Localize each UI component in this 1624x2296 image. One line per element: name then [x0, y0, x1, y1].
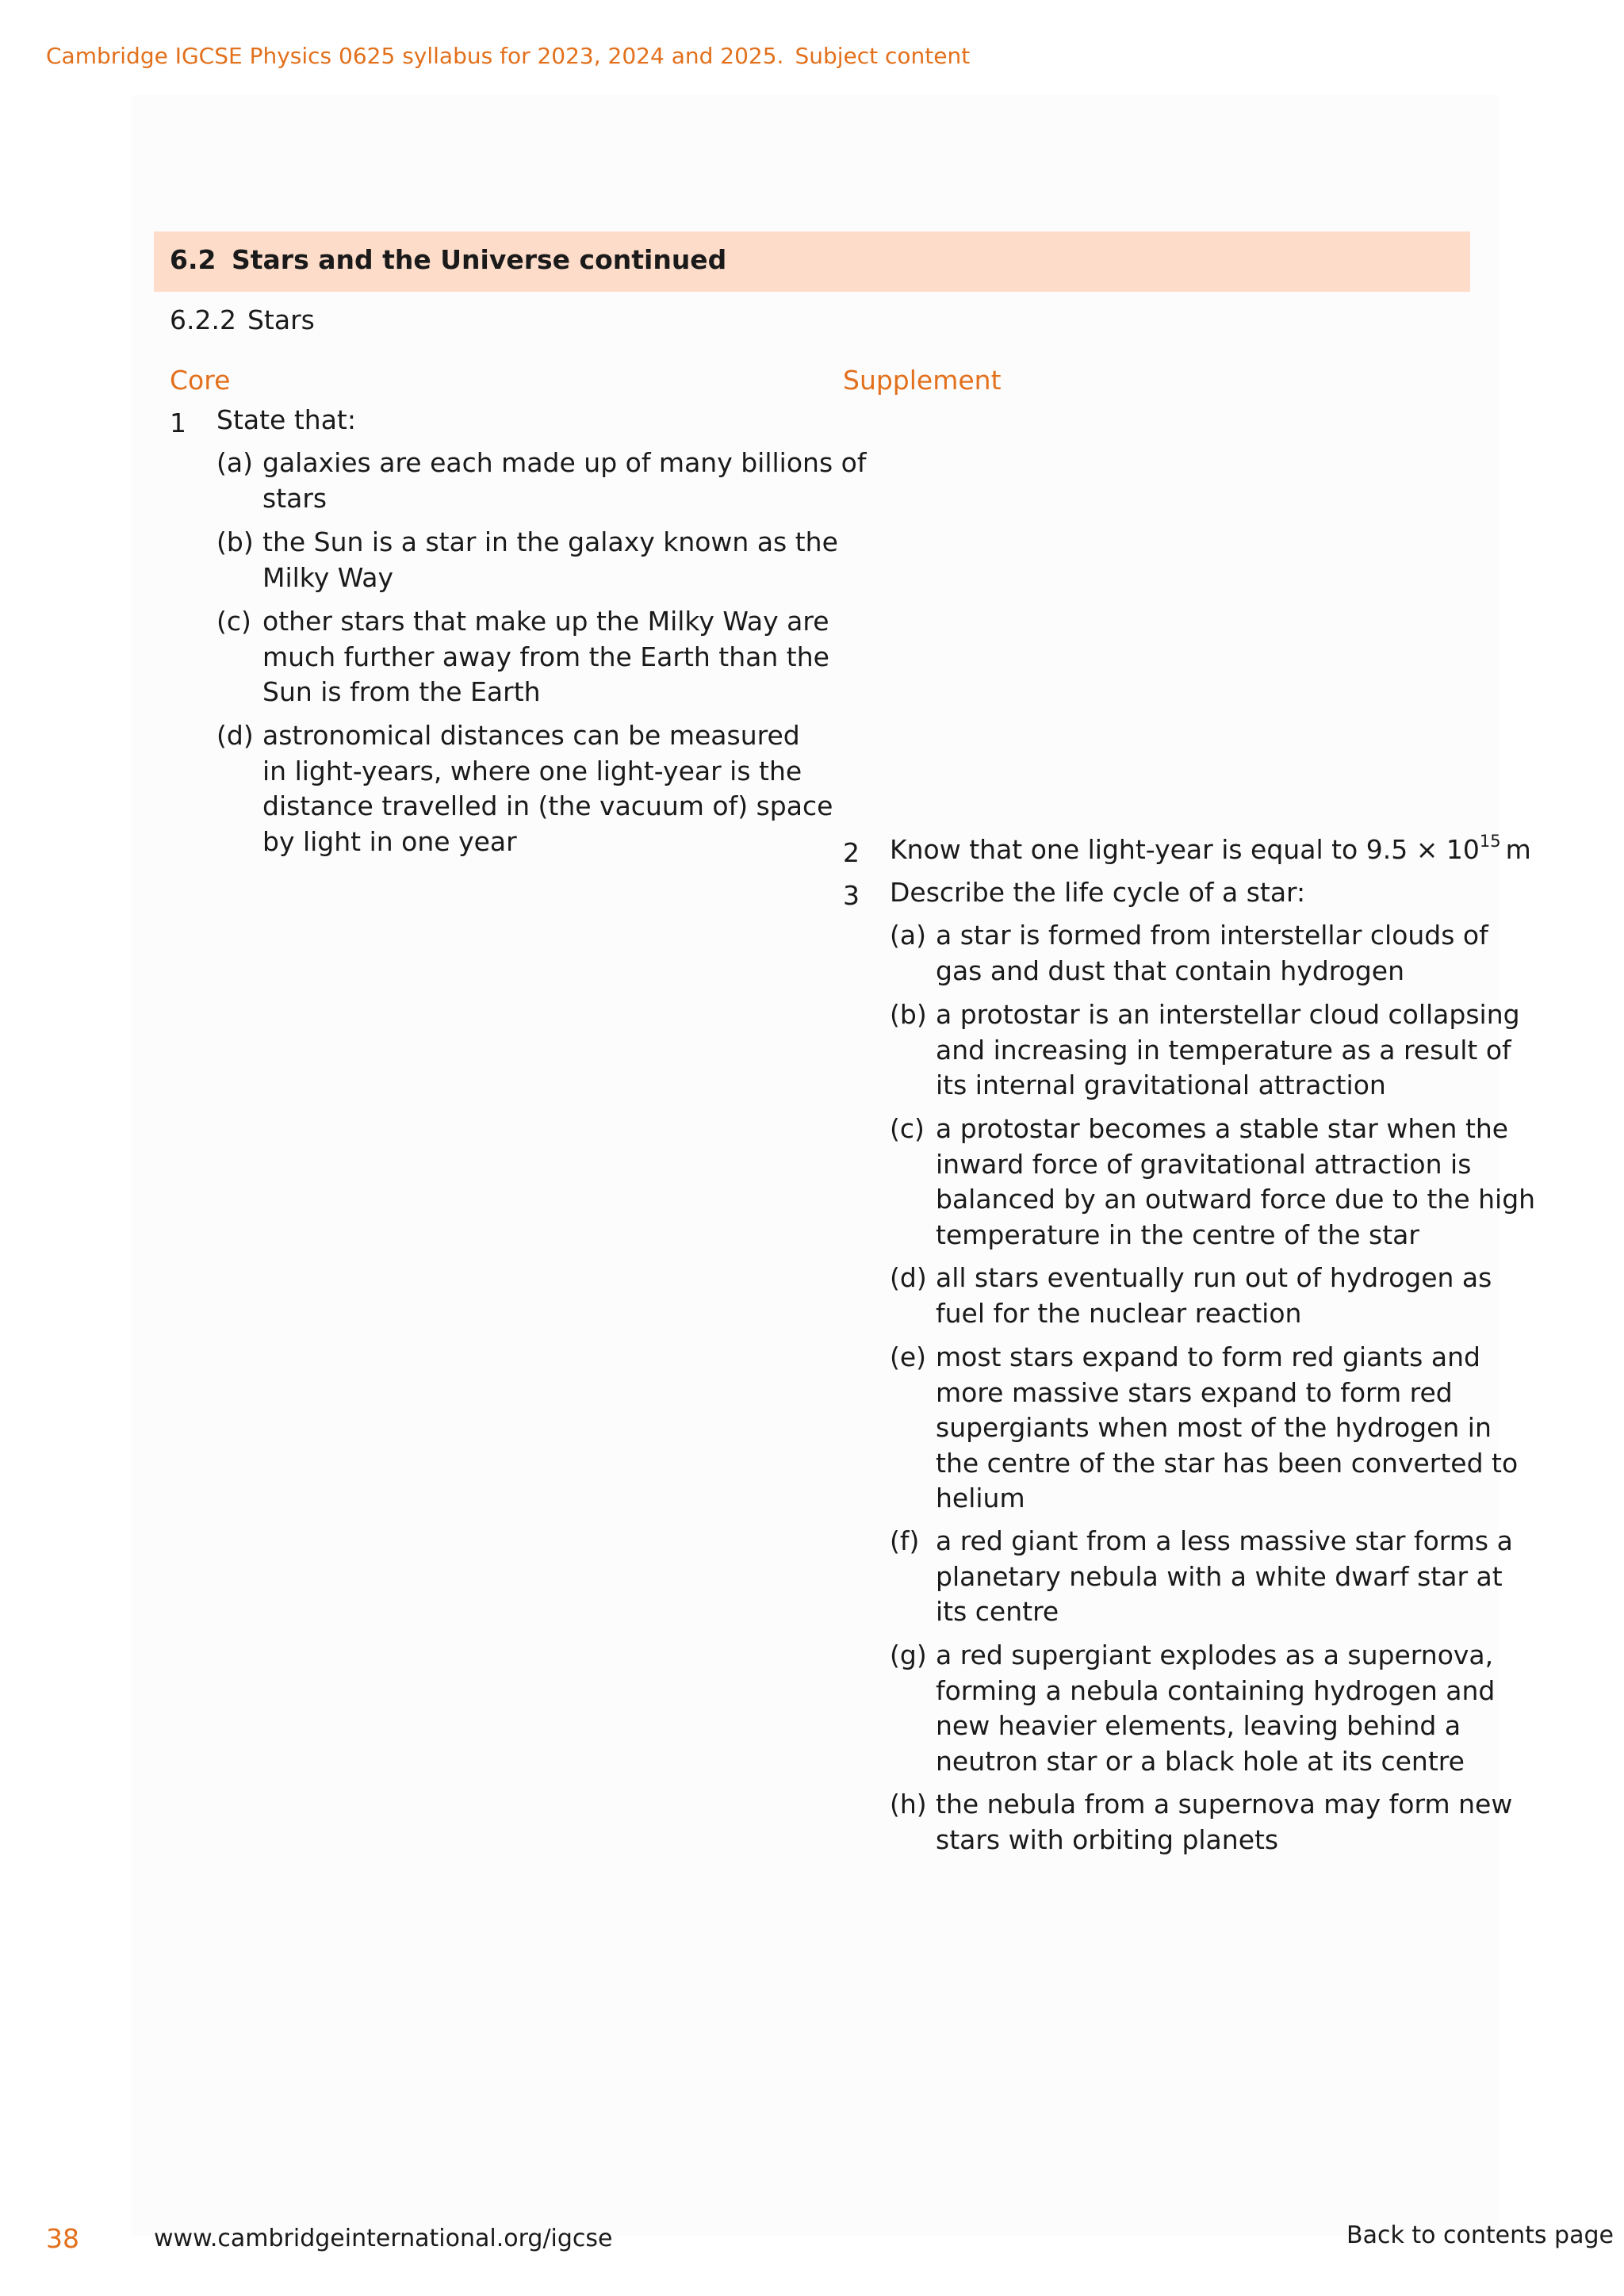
sub-item-line: balanced by an outward force due to the high — [936, 1184, 1536, 1215]
sub-item-label: (b) — [216, 526, 254, 557]
sub-item-line: temperature in the centre of the star — [936, 1219, 1419, 1250]
sub-item-text — [262, 604, 829, 710]
sub-item-line: inward force of gravitational attraction is — [936, 1148, 1472, 1180]
sub-item-text — [936, 1340, 1518, 1517]
sub-item-line: other stars that make up the Milky Way are — [262, 606, 829, 637]
sub-item-label: (a) — [890, 920, 926, 951]
sub-item-line: a red giant from a less massive star forms a — [936, 1525, 1513, 1556]
sub-item-label: (d) — [890, 1262, 927, 1293]
sub-item-label: (e) — [890, 1341, 927, 1372]
sub-item-text — [262, 446, 866, 516]
sub-item-line: the nebula from a supernova may form new — [936, 1789, 1513, 1820]
light-year-exponent: 15 — [1479, 832, 1501, 851]
sub-item-line: and increasing in temperature as a result of — [936, 1034, 1511, 1066]
sub-item-line: its centre — [936, 1596, 1059, 1627]
sub-item-line: a protostar becomes a stable star when the — [936, 1113, 1509, 1144]
core-column-heading: Core — [170, 365, 231, 396]
sub-item-line: distance travelled in (the vacuum of) space — [262, 790, 833, 821]
section-title-bar — [154, 232, 1470, 292]
sub-item-line: supergiants when most of the hydrogen in — [936, 1412, 1492, 1443]
sub-item-line: the Sun is a star in the galaxy known as the — [262, 526, 838, 557]
sub-item-text — [936, 1524, 1513, 1630]
sub-item-text — [936, 997, 1520, 1104]
light-year-text: Know that one light-year is equal to 9.5 × 10 — [890, 834, 1480, 865]
supplement-item-number: 2 — [843, 837, 860, 868]
sub-item-line: helium — [936, 1483, 1025, 1513]
core-item-text: State that: — [216, 404, 356, 435]
sub-item-line: stars with orbiting planets — [936, 1823, 1279, 1855]
supplement-item-text — [890, 832, 1531, 871]
sub-item-line: a star is formed from interstellar clouds of — [936, 920, 1488, 951]
sub-item-line: forming a nebula containing hydrogen and — [936, 1674, 1496, 1706]
sub-item-label: (h) — [890, 1789, 927, 1820]
subsection-heading — [170, 304, 315, 335]
sub-item-label: (a) — [216, 447, 253, 478]
sub-item-line: planetary nebula with a white dwarf star at — [936, 1560, 1503, 1592]
sub-item-line: all stars eventually run out of hydrogen as — [936, 1262, 1492, 1293]
sub-item-line: gas and dust that contain hydrogen — [936, 955, 1404, 986]
core-item-number: 1 — [170, 408, 186, 438]
sub-item-line: a protostar is an interstellar cloud collapsing — [936, 999, 1520, 1030]
sub-item-line: most stars expand to form red giants and — [936, 1341, 1480, 1372]
sub-item-line: more massive stars expand to form red — [936, 1376, 1453, 1408]
header-title: Cambridge IGCSE Physics 0625 syllabus for 2023, 2024 and 2025. — [46, 43, 784, 69]
supplement-column-heading: Supplement — [843, 365, 1002, 396]
sub-item-label: (f) — [890, 1525, 920, 1556]
sub-item-text — [936, 1787, 1512, 1858]
section-number: 6.2 — [170, 244, 216, 275]
sub-item-line: its internal gravitational attraction — [936, 1070, 1386, 1100]
sub-item-text — [936, 1112, 1535, 1253]
sub-item-line: much further away from the Earth than the — [262, 641, 829, 672]
sub-item-label: (b) — [890, 999, 927, 1030]
sub-item-line: neutron star or a black hole at its centre — [936, 1745, 1465, 1777]
page-number: 38 — [46, 2223, 79, 2254]
subsection-number: 6.2.2 — [170, 304, 236, 335]
sub-item-line: the centre of the star has been converted to — [936, 1447, 1519, 1479]
sub-item-line: new heavier elements, leaving behind a — [936, 1710, 1461, 1741]
sub-item-line: fuel for the nuclear reaction — [936, 1297, 1302, 1329]
sub-item-text — [262, 525, 838, 595]
header-section: Subject content — [795, 43, 971, 69]
sub-item-text — [936, 1638, 1495, 1779]
supplement-item-number: 3 — [843, 880, 860, 911]
sub-item-text — [262, 718, 833, 859]
sub-item-label: (c) — [216, 606, 251, 637]
subsection-title: Stars — [247, 304, 315, 335]
sub-item-label: (d) — [216, 720, 254, 751]
back-to-contents-link[interactable]: Back to contents page — [1346, 2221, 1614, 2249]
sub-item-line: a red supergiant explodes as a supernova, — [936, 1640, 1494, 1670]
light-year-unit: m — [1505, 834, 1531, 865]
sub-item-text — [936, 918, 1488, 989]
sub-item-line: Milky Way — [262, 561, 394, 593]
sub-item-line: by light in one year — [262, 825, 517, 857]
sub-item-label: (c) — [890, 1113, 925, 1144]
sub-item-label: (g) — [890, 1640, 927, 1670]
section-title: Stars and the Universe continued — [232, 244, 727, 275]
sub-item-text — [936, 1261, 1492, 1331]
footer-url-link[interactable]: www.cambridgeinternational.org/igcse — [154, 2225, 613, 2252]
sub-item-line: in light-years, where one light-year is the — [262, 755, 802, 786]
running-header — [46, 43, 970, 69]
sub-item-line: stars — [262, 482, 327, 514]
supplement-item-text: Describe the life cycle of a star: — [890, 877, 1306, 908]
sub-item-line: Sun is from the Earth — [262, 676, 541, 707]
sub-item-line: galaxies are each made up of many billions of — [262, 447, 867, 478]
sub-item-line: astronomical distances can be measured — [262, 720, 800, 751]
